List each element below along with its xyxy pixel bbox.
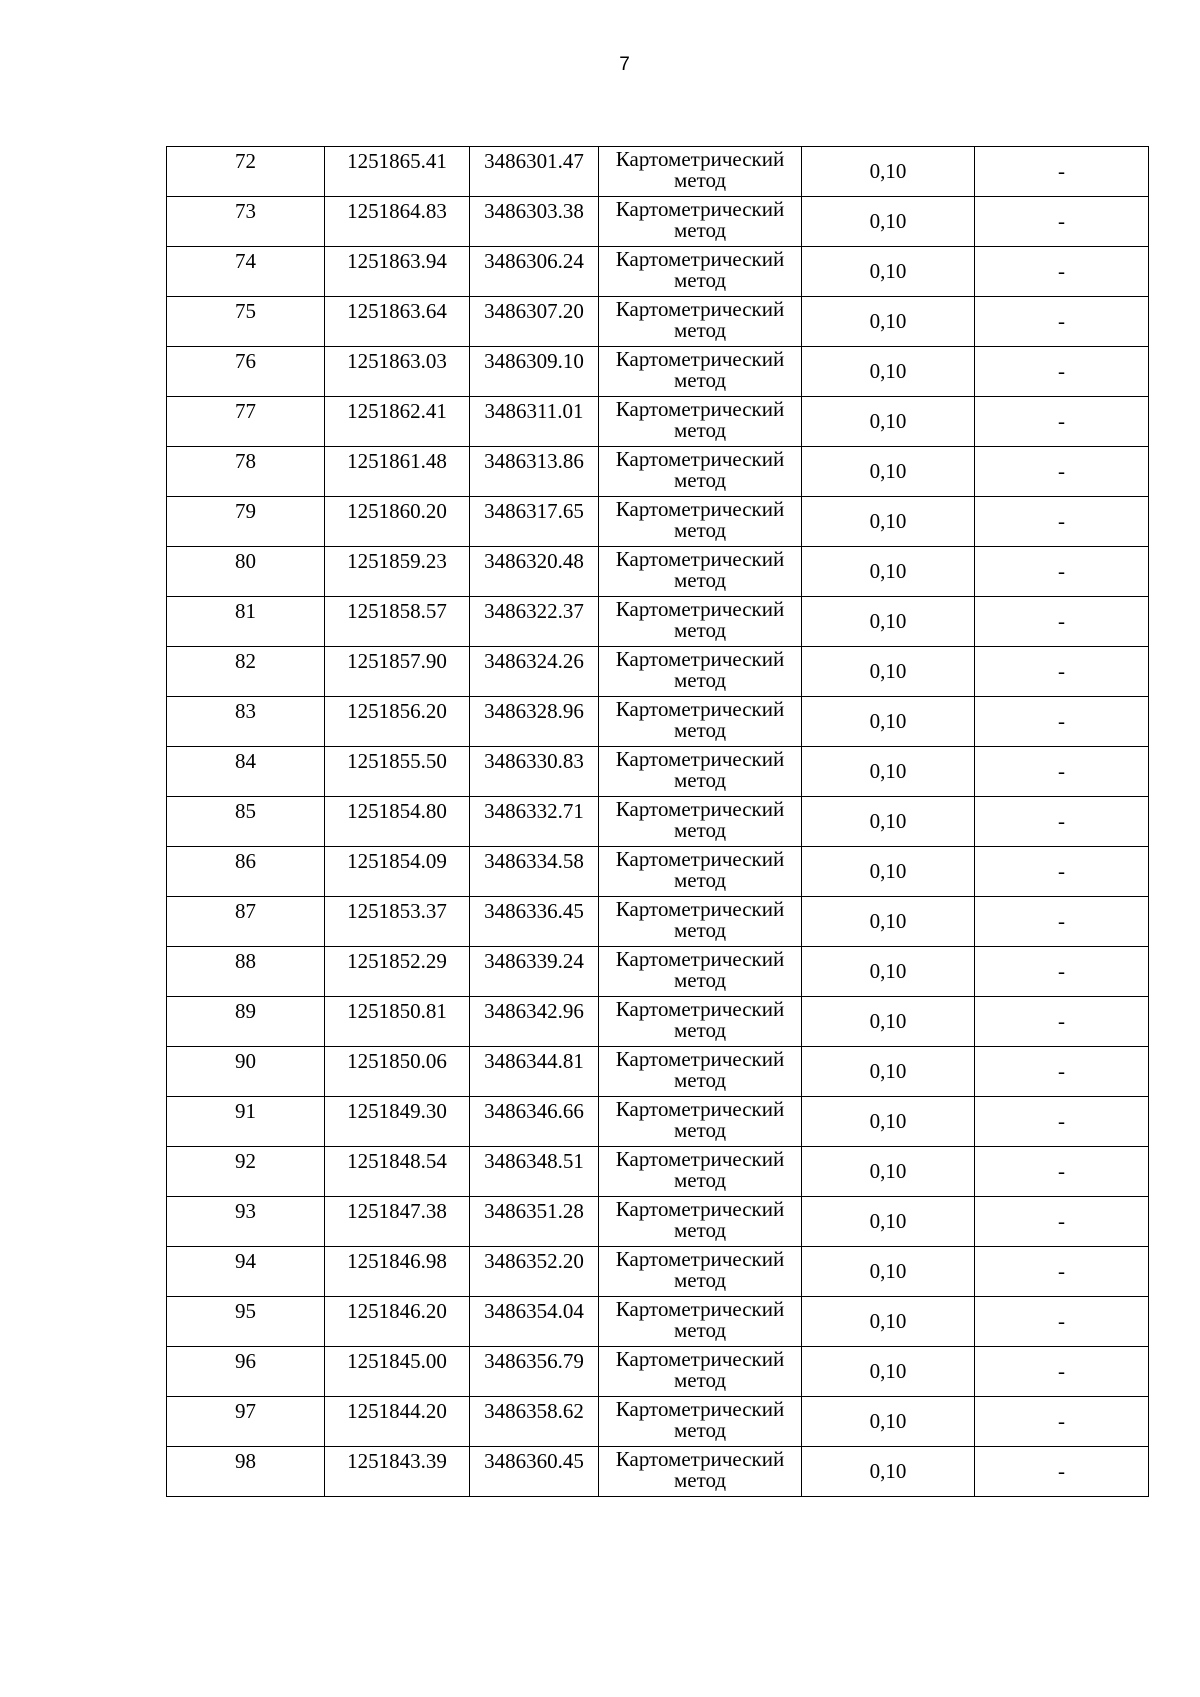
method-line-1: Картометрический (615, 997, 785, 1021)
accuracy-cell: 0,10 (802, 397, 975, 447)
point-number-cell: 82 (167, 647, 325, 697)
method-cell (599, 497, 802, 547)
description-cell: - (975, 1097, 1149, 1147)
description-cell: - (975, 1397, 1149, 1447)
description-cell: - (975, 797, 1149, 847)
method-line-1: Картометрический (615, 797, 785, 821)
x-coordinate-cell: 1251852.29 (325, 947, 470, 997)
y-coordinate-cell: 3486354.04 (470, 1297, 599, 1347)
accuracy-cell: 0,10 (802, 547, 975, 597)
y-coordinate-cell: 3486320.48 (470, 547, 599, 597)
method-line-2: метод (673, 1468, 727, 1492)
accuracy-cell: 0,10 (802, 847, 975, 897)
method-line-1: Картометрический (615, 1197, 785, 1221)
point-number-cell: 80 (167, 547, 325, 597)
accuracy-cell: 0,10 (802, 297, 975, 347)
table-row (167, 1397, 1149, 1447)
point-number-cell: 93 (167, 1197, 325, 1247)
method-line-2: метод (673, 368, 727, 392)
method-cell (599, 147, 802, 197)
method-line-2: метод (673, 718, 727, 742)
description-cell: - (975, 297, 1149, 347)
x-coordinate-cell: 1251853.37 (325, 897, 470, 947)
table-row (167, 247, 1149, 297)
method-cell (599, 1247, 802, 1297)
point-number-cell: 83 (167, 697, 325, 747)
y-coordinate-cell: 3486344.81 (470, 1047, 599, 1097)
method-cell (599, 797, 802, 847)
y-coordinate-cell: 3486330.83 (470, 747, 599, 797)
method-cell (599, 1047, 802, 1097)
table-row (167, 1247, 1149, 1297)
method-cell (599, 1147, 802, 1197)
y-coordinate-cell: 3486339.24 (470, 947, 599, 997)
method-cell (599, 447, 802, 497)
description-cell: - (975, 697, 1149, 747)
accuracy-cell: 0,10 (802, 1197, 975, 1247)
y-coordinate-cell: 3486301.47 (470, 147, 599, 197)
x-coordinate-cell: 1251863.64 (325, 297, 470, 347)
method-line-1: Картометрический (615, 1297, 785, 1321)
point-number-cell: 84 (167, 747, 325, 797)
description-cell: - (975, 897, 1149, 947)
method-line-1: Картометрический (615, 247, 785, 271)
table-row (167, 497, 1149, 547)
method-line-2: метод (673, 1218, 727, 1242)
table-row (167, 597, 1149, 647)
table-row (167, 747, 1149, 797)
x-coordinate-cell: 1251856.20 (325, 697, 470, 747)
method-line-1: Картометрический (615, 1247, 785, 1271)
description-cell: - (975, 147, 1149, 197)
table-row (167, 147, 1149, 197)
y-coordinate-cell: 3486356.79 (470, 1347, 599, 1397)
y-coordinate-cell: 3486346.66 (470, 1097, 599, 1147)
x-coordinate-cell: 1251846.98 (325, 1247, 470, 1297)
method-cell (599, 197, 802, 247)
y-coordinate-cell: 3486352.20 (470, 1247, 599, 1297)
point-number-cell: 90 (167, 1047, 325, 1097)
coordinates-table (166, 146, 1149, 1497)
method-line-1: Картометрический (615, 147, 785, 171)
method-line-2: метод (673, 518, 727, 542)
point-number-cell: 87 (167, 897, 325, 947)
point-number-cell: 76 (167, 347, 325, 397)
method-line-1: Картометрический (615, 547, 785, 571)
method-line-2: метод (673, 668, 727, 692)
x-coordinate-cell: 1251854.80 (325, 797, 470, 847)
x-coordinate-cell: 1251850.06 (325, 1047, 470, 1097)
x-coordinate-cell: 1251846.20 (325, 1297, 470, 1347)
accuracy-cell: 0,10 (802, 997, 975, 1047)
y-coordinate-cell: 3486306.24 (470, 247, 599, 297)
point-number-cell: 78 (167, 447, 325, 497)
table-row (167, 847, 1149, 897)
y-coordinate-cell: 3486328.96 (470, 697, 599, 747)
table-row (167, 947, 1149, 997)
y-coordinate-cell: 3486334.58 (470, 847, 599, 897)
method-line-1: Картометрический (615, 1347, 785, 1371)
point-number-cell: 94 (167, 1247, 325, 1297)
accuracy-cell: 0,10 (802, 1047, 975, 1097)
accuracy-cell: 0,10 (802, 947, 975, 997)
y-coordinate-cell: 3486311.01 (470, 397, 599, 447)
description-cell: - (975, 347, 1149, 397)
y-coordinate-cell: 3486360.45 (470, 1447, 599, 1497)
x-coordinate-cell: 1251865.41 (325, 147, 470, 197)
method-cell (599, 1297, 802, 1347)
x-coordinate-cell: 1251859.23 (325, 547, 470, 597)
method-line-2: метод (673, 1168, 727, 1192)
x-coordinate-cell: 1251844.20 (325, 1397, 470, 1447)
method-line-2: метод (673, 218, 727, 242)
x-coordinate-cell: 1251843.39 (325, 1447, 470, 1497)
method-cell (599, 1447, 802, 1497)
method-line-1: Картометрический (615, 1397, 785, 1421)
method-line-2: метод (673, 168, 727, 192)
point-number-cell: 81 (167, 597, 325, 647)
table-row (167, 1197, 1149, 1247)
method-line-1: Картометрический (615, 1097, 785, 1121)
method-cell (599, 847, 802, 897)
description-cell: - (975, 497, 1149, 547)
x-coordinate-cell: 1251847.38 (325, 1197, 470, 1247)
accuracy-cell: 0,10 (802, 1147, 975, 1197)
method-line-1: Картометрический (615, 847, 785, 871)
point-number-cell: 73 (167, 197, 325, 247)
table-row (167, 447, 1149, 497)
method-line-2: метод (673, 268, 727, 292)
accuracy-cell: 0,10 (802, 197, 975, 247)
table-row (167, 1097, 1149, 1147)
x-coordinate-cell: 1251857.90 (325, 647, 470, 697)
point-number-cell: 86 (167, 847, 325, 897)
x-coordinate-cell: 1251854.09 (325, 847, 470, 897)
x-coordinate-cell: 1251858.57 (325, 597, 470, 647)
method-cell (599, 947, 802, 997)
x-coordinate-cell: 1251864.83 (325, 197, 470, 247)
method-line-1: Картометрический (615, 697, 785, 721)
method-line-1: Картометрический (615, 1047, 785, 1071)
method-line-2: метод (673, 568, 727, 592)
method-cell (599, 997, 802, 1047)
description-cell: - (975, 547, 1149, 597)
point-number-cell: 92 (167, 1147, 325, 1197)
description-cell: - (975, 747, 1149, 797)
table-row (167, 1147, 1149, 1197)
description-cell: - (975, 1447, 1149, 1497)
y-coordinate-cell: 3486303.38 (470, 197, 599, 247)
accuracy-cell: 0,10 (802, 647, 975, 697)
point-number-cell: 77 (167, 397, 325, 447)
table-row (167, 197, 1149, 247)
method-line-1: Картометрический (615, 397, 785, 421)
method-cell (599, 1397, 802, 1447)
y-coordinate-cell: 3486317.65 (470, 497, 599, 547)
description-cell: - (975, 197, 1149, 247)
description-cell: - (975, 1197, 1149, 1247)
accuracy-cell: 0,10 (802, 1097, 975, 1147)
accuracy-cell: 0,10 (802, 1397, 975, 1447)
method-cell (599, 547, 802, 597)
point-number-cell: 91 (167, 1097, 325, 1147)
method-line-1: Картометрический (615, 597, 785, 621)
method-line-2: метод (673, 868, 727, 892)
y-coordinate-cell: 3486332.71 (470, 797, 599, 847)
accuracy-cell: 0,10 (802, 1247, 975, 1297)
table-row (167, 997, 1149, 1047)
description-cell: - (975, 1297, 1149, 1347)
method-line-1: Картометрический (615, 747, 785, 771)
method-cell (599, 347, 802, 397)
y-coordinate-cell: 3486313.86 (470, 447, 599, 497)
x-coordinate-cell: 1251863.03 (325, 347, 470, 397)
table-row (167, 1297, 1149, 1347)
method-line-1: Картометрический (615, 197, 785, 221)
x-coordinate-cell: 1251863.94 (325, 247, 470, 297)
method-line-2: метод (673, 1068, 727, 1092)
method-line-1: Картометрический (615, 897, 785, 921)
table-row (167, 547, 1149, 597)
table-row (167, 1047, 1149, 1097)
method-line-1: Картометрический (615, 1147, 785, 1171)
point-number-cell: 88 (167, 947, 325, 997)
description-cell: - (975, 997, 1149, 1047)
x-coordinate-cell: 1251861.48 (325, 447, 470, 497)
table-row (167, 647, 1149, 697)
method-line-2: метод (673, 318, 727, 342)
description-cell: - (975, 1247, 1149, 1297)
x-coordinate-cell: 1251849.30 (325, 1097, 470, 1147)
method-line-1: Картометрический (615, 647, 785, 671)
accuracy-cell: 0,10 (802, 797, 975, 847)
table-row (167, 397, 1149, 447)
method-line-2: метод (673, 818, 727, 842)
table-row (167, 697, 1149, 747)
y-coordinate-cell: 3486342.96 (470, 997, 599, 1047)
point-number-cell: 75 (167, 297, 325, 347)
method-line-2: метод (673, 918, 727, 942)
accuracy-cell: 0,10 (802, 447, 975, 497)
method-cell (599, 247, 802, 297)
method-line-1: Картометрический (615, 297, 785, 321)
table-row (167, 347, 1149, 397)
y-coordinate-cell: 3486358.62 (470, 1397, 599, 1447)
accuracy-cell: 0,10 (802, 147, 975, 197)
accuracy-cell: 0,10 (802, 247, 975, 297)
method-cell (599, 697, 802, 747)
accuracy-cell: 0,10 (802, 747, 975, 797)
page-number: 7 (619, 54, 630, 75)
x-coordinate-cell: 1251850.81 (325, 997, 470, 1047)
accuracy-cell: 0,10 (802, 347, 975, 397)
method-line-2: метод (673, 1118, 727, 1142)
accuracy-cell: 0,10 (802, 1347, 975, 1397)
method-cell (599, 1347, 802, 1397)
description-cell: - (975, 1347, 1149, 1397)
method-line-2: метод (673, 968, 727, 992)
point-number-cell: 79 (167, 497, 325, 547)
method-cell (599, 647, 802, 697)
table-row (167, 1347, 1149, 1397)
method-cell (599, 747, 802, 797)
method-line-1: Картометрический (615, 1447, 785, 1471)
description-cell: - (975, 1147, 1149, 1197)
point-number-cell: 89 (167, 997, 325, 1047)
method-cell (599, 897, 802, 947)
method-cell (599, 597, 802, 647)
method-line-2: метод (673, 768, 727, 792)
point-number-cell: 72 (167, 147, 325, 197)
method-line-2: метод (673, 1018, 727, 1042)
table-row (167, 797, 1149, 847)
method-line-2: метод (673, 1368, 727, 1392)
method-cell (599, 1197, 802, 1247)
y-coordinate-cell: 3486322.37 (470, 597, 599, 647)
description-cell: - (975, 647, 1149, 697)
description-cell: - (975, 247, 1149, 297)
y-coordinate-cell: 3486348.51 (470, 1147, 599, 1197)
description-cell: - (975, 947, 1149, 997)
x-coordinate-cell: 1251855.50 (325, 747, 470, 797)
method-line-2: метод (673, 618, 727, 642)
y-coordinate-cell: 3486307.20 (470, 297, 599, 347)
x-coordinate-cell: 1251845.00 (325, 1347, 470, 1397)
method-line-2: метод (673, 418, 727, 442)
description-cell: - (975, 1047, 1149, 1097)
method-cell (599, 297, 802, 347)
method-cell (599, 1097, 802, 1147)
y-coordinate-cell: 3486309.10 (470, 347, 599, 397)
x-coordinate-cell: 1251862.41 (325, 397, 470, 447)
table-row (167, 1447, 1149, 1497)
y-coordinate-cell: 3486351.28 (470, 1197, 599, 1247)
accuracy-cell: 0,10 (802, 697, 975, 747)
point-number-cell: 95 (167, 1297, 325, 1347)
method-line-1: Картометрический (615, 447, 785, 471)
coordinates-table-body (167, 147, 1149, 1497)
point-number-cell: 74 (167, 247, 325, 297)
accuracy-cell: 0,10 (802, 1447, 975, 1497)
y-coordinate-cell: 3486324.26 (470, 647, 599, 697)
method-line-2: метод (673, 1268, 727, 1292)
method-line-1: Картометрический (615, 947, 785, 971)
point-number-cell: 98 (167, 1447, 325, 1497)
accuracy-cell: 0,10 (802, 897, 975, 947)
point-number-cell: 96 (167, 1347, 325, 1397)
point-number-cell: 85 (167, 797, 325, 847)
x-coordinate-cell: 1251848.54 (325, 1147, 470, 1197)
accuracy-cell: 0,10 (802, 1297, 975, 1347)
point-number-cell: 97 (167, 1397, 325, 1447)
description-cell: - (975, 597, 1149, 647)
method-cell (599, 397, 802, 447)
description-cell: - (975, 847, 1149, 897)
method-line-2: метод (673, 1318, 727, 1342)
method-line-2: метод (673, 1418, 727, 1442)
method-line-1: Картометрический (615, 497, 785, 521)
table-row (167, 297, 1149, 347)
method-line-2: метод (673, 468, 727, 492)
table-row (167, 897, 1149, 947)
method-line-1: Картометрический (615, 347, 785, 371)
y-coordinate-cell: 3486336.45 (470, 897, 599, 947)
accuracy-cell: 0,10 (802, 497, 975, 547)
x-coordinate-cell: 1251860.20 (325, 497, 470, 547)
accuracy-cell: 0,10 (802, 597, 975, 647)
description-cell: - (975, 397, 1149, 447)
description-cell: - (975, 447, 1149, 497)
